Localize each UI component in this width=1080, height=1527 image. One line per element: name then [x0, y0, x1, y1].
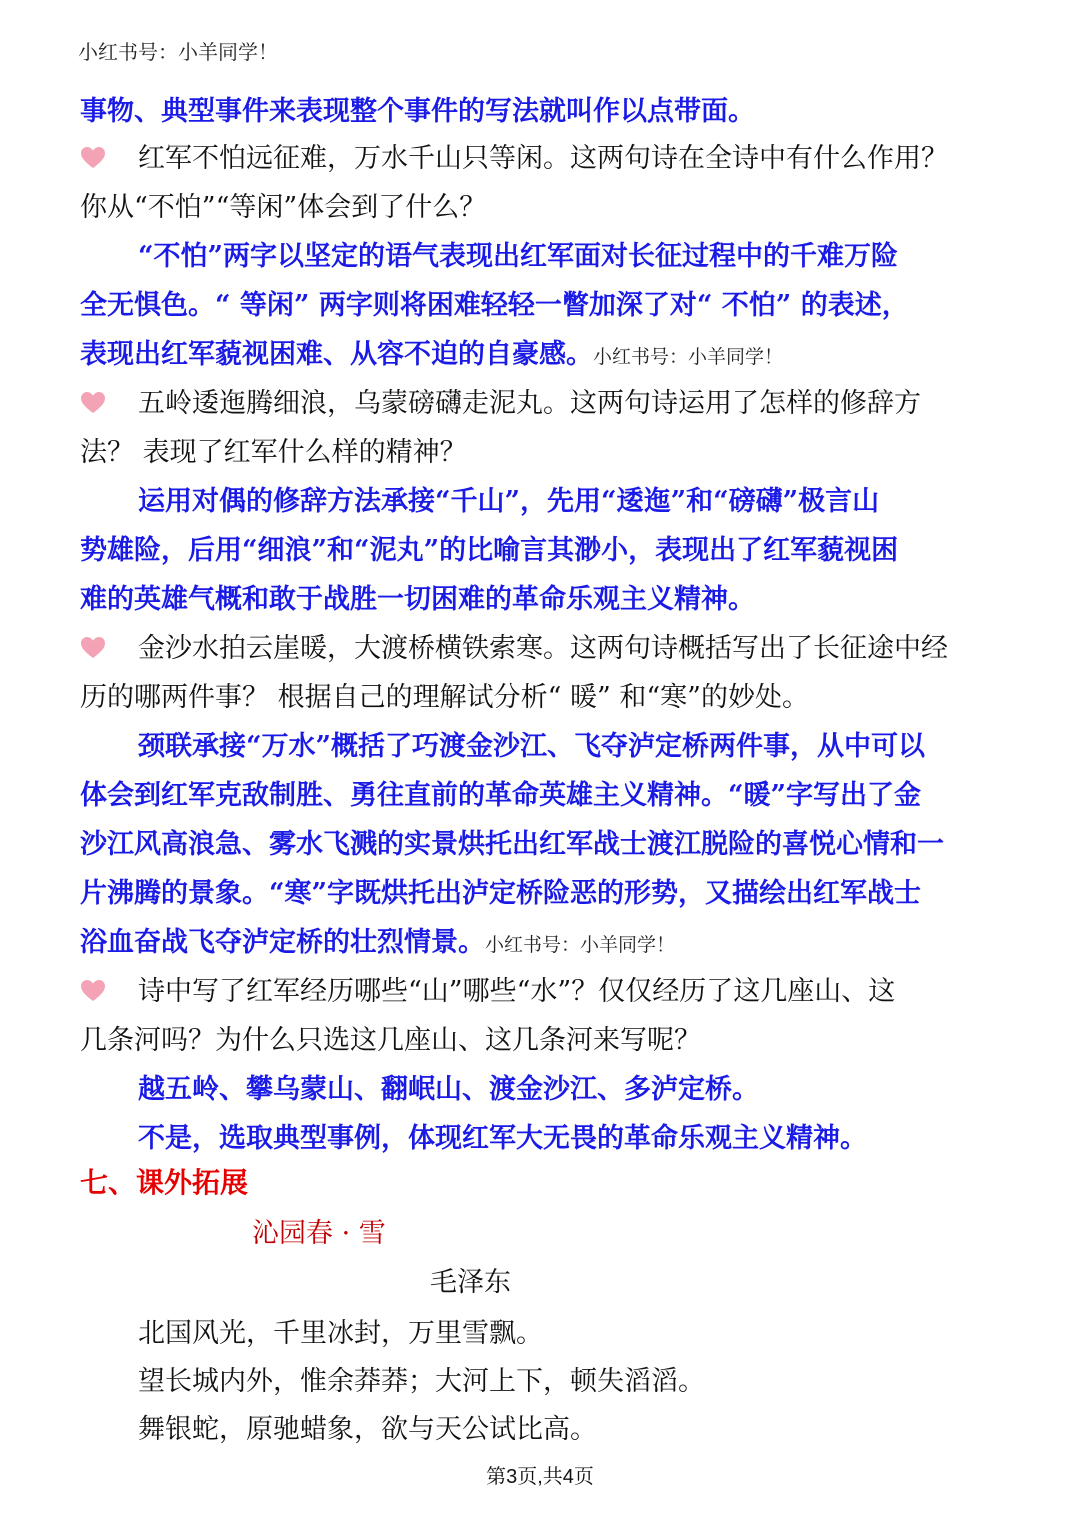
poem-line: 望长城内外，惟余莽莽；大河上下，顿失滔滔。	[138, 1366, 705, 1397]
answer-line	[80, 925, 1010, 963]
poem-line: 北国风光，千里冰封，万里雪飘。	[138, 1318, 543, 1349]
answer-line: 不是，选取典型事例，体现红军大无畏的革命乐观主义精神。	[138, 1123, 867, 1154]
answer-line: 越五岭、攀乌蒙山、翻岷山、渡金沙江、多泸定桥。	[138, 1074, 759, 1105]
page-footer: 第3页,共4页	[486, 1466, 594, 1488]
poem-line: 舞银蛇，原驰蜡象，欲与天公试比高。	[138, 1414, 597, 1445]
heart-icon	[80, 636, 106, 660]
question-line: 金沙水拍云崖暖，大渡桥横铁索寒。这两句诗概括写出了长征途中经	[138, 633, 948, 664]
answer-line: 运用对偶的修辞方法承接“千山”，先用“逶迤”和“磅礴”极言山	[138, 486, 880, 517]
question-line: 几条河吗？为什么只选这几座山、这几条河来写呢？	[80, 1025, 701, 1056]
heart-icon	[80, 146, 106, 170]
answer-line: 势雄险，后用“细浪”和“泥丸”的比喻言其渺小，表现出了红军藐视困	[80, 535, 899, 566]
answer-line: “不怕”两字以坚定的语气表现出红军面对长征过程中的千难万险	[138, 241, 899, 272]
watermark-inline: 小红书号：小羊同学！	[593, 346, 784, 368]
answer-line: 事物、典型事件来表现整个事件的写法就叫作以点带面。	[80, 96, 755, 127]
answer-line: 片沸腾的景象。“寒”字既烘托出泸定桥险恶的形势，又描绘出红军战士	[80, 878, 922, 909]
answer-line: 颈联承接“万水”概括了巧渡金沙江、飞夺泸定桥两件事，从中可以	[138, 731, 926, 762]
question-line: 诗中写了红军经历哪些“山”哪些“水”？仅仅经历了这几座山、这	[138, 976, 896, 1007]
answer-text: 浴血奋战飞夺泸定桥的壮烈情景。	[80, 927, 485, 958]
section-heading: 七、课外拓展	[80, 1166, 249, 1199]
poem-title: 沁园春 · 雪	[252, 1218, 386, 1249]
answer-line: 沙江风高浪急、雾水飞溅的实景烘托出红军战士渡江脱险的喜悦心情和一	[80, 829, 944, 860]
answer-line: 难的英雄气概和敢于战胜一切困难的革命乐观主义精神。	[80, 584, 755, 615]
answer-text: 表现出红军藐视困难、从容不迫的自豪感。	[80, 339, 593, 370]
watermark-inline: 小红书号：小羊同学！	[485, 934, 676, 956]
answer-line: 体会到红军克敌制胜、勇往直前的革命英雄主义精神。“暖”字写出了金	[80, 780, 922, 811]
answer-line	[80, 337, 1010, 375]
question-line: 法？ 表现了红军什么样的精神？	[80, 437, 467, 468]
poem-author: 毛泽东	[430, 1267, 511, 1298]
answer-line: 全无惧色。“ 等闲” 两字则将困难轻轻一瞥加深了对“ 不怕” 的表述，	[80, 290, 909, 321]
heart-icon	[80, 979, 106, 1003]
question-line: 你从“不怕”“等闲”体会到了什么？	[80, 192, 487, 223]
question-line: 历的哪两件事？ 根据自己的理解试分析“ 暖” 和“寒”的妙处。	[80, 682, 809, 713]
question-line: 五岭逶迤腾细浪，乌蒙磅礴走泥丸。这两句诗运用了怎样的修辞方	[138, 388, 921, 419]
heart-icon	[80, 391, 106, 415]
watermark-top: 小红书号：小羊同学！	[78, 40, 278, 64]
question-line: 红军不怕远征难，万水千山只等闲。这两句诗在全诗中有什么作用？	[138, 143, 948, 174]
